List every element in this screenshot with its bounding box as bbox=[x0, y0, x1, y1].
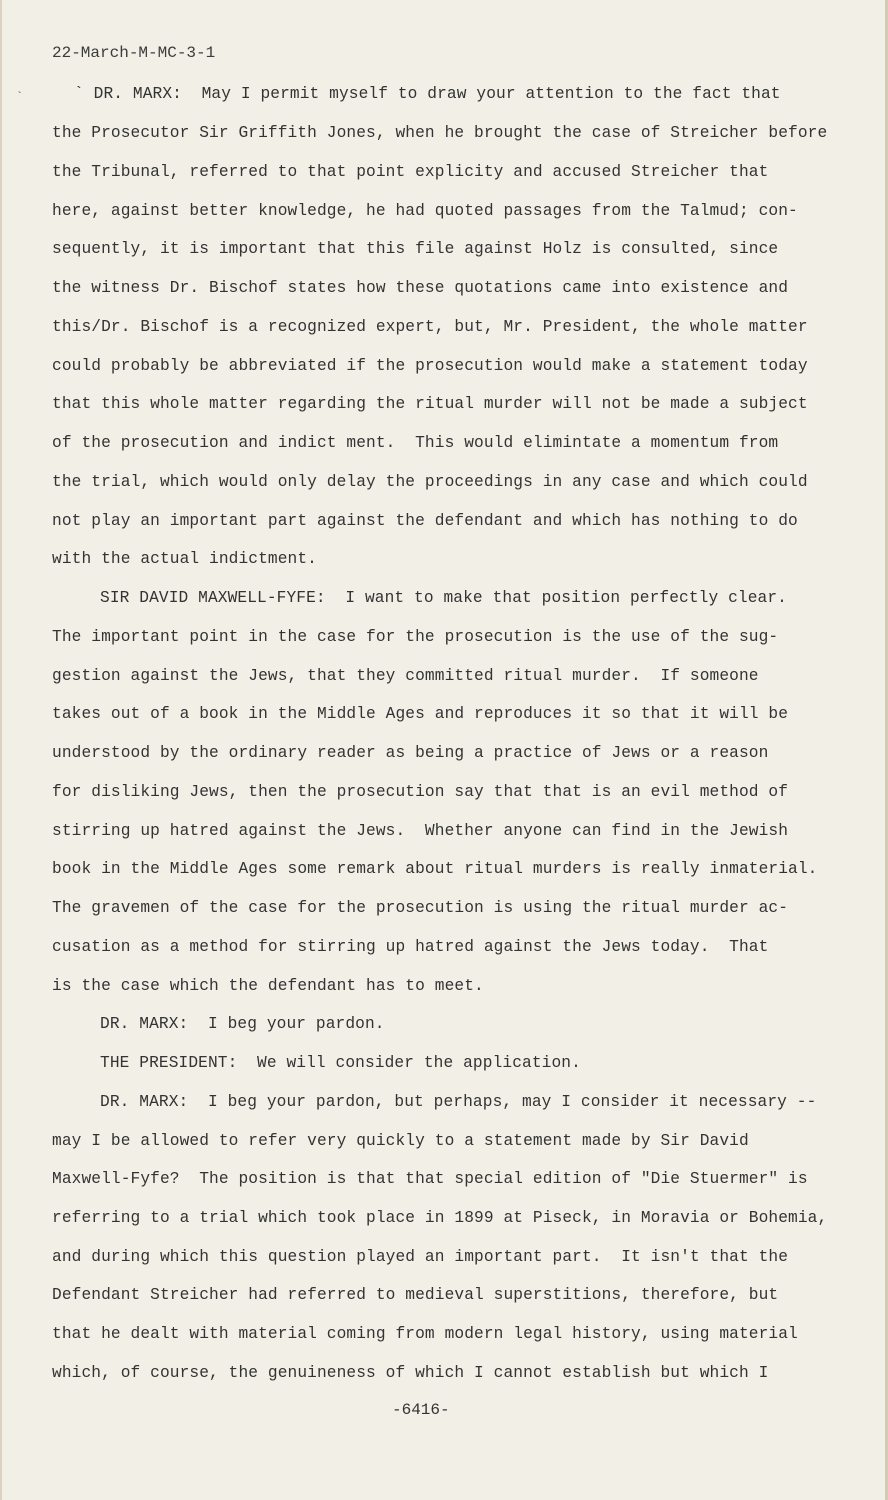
text-line-12: not play an important part against the defendant and which has nothing to do bbox=[52, 512, 798, 530]
document-header-id: 22-March-M-MC-3-1 bbox=[52, 44, 216, 62]
text-line-32: Defendant Streicher had referred to medieval superstitions, therefore, but bbox=[52, 1286, 779, 1304]
text-line-10: of the prosecution and indict ment. This would elimintate a momentum from bbox=[52, 434, 779, 452]
text-line-33: that he dealt with material coming from modern legal history, using material bbox=[52, 1325, 798, 1343]
text-line-29: Maxwell-Fyfe? The position is that that special edition of "Die Stuermer" is bbox=[52, 1170, 808, 1188]
text-line-18: understood by the ordinary reader as being a practice of Jews or a reason bbox=[52, 744, 769, 762]
text-line-26: THE PRESIDENT: We will consider the application. bbox=[100, 1054, 581, 1072]
text-line-9: that this whole matter regarding the ritual murder will not be made a subject bbox=[52, 395, 808, 413]
text-line-2: the Prosecutor Sir Griffith Jones, when he brought the case of Streicher before bbox=[52, 124, 828, 142]
text-line-34: which, of course, the genuineness of which I cannot establish but which I bbox=[52, 1364, 769, 1382]
text-line-20: stirring up hatred against the Jews. Whether anyone can find in the Jewish bbox=[52, 822, 789, 840]
text-line-8: could probably be abbreviated if the prosecution would make a statement today bbox=[52, 357, 808, 375]
text-line-30: referring to a trial which took place in 1899 at Piseck, in Moravia or Bohemia, bbox=[52, 1209, 828, 1227]
text-line-27: DR. MARX: I beg your pardon, but perhaps, may I consider it necessary -- bbox=[100, 1093, 817, 1111]
text-line-13: with the actual indictment. bbox=[52, 550, 317, 568]
text-line-7: this/Dr. Bischof is a recognized expert, but, Mr. President, the whole matter bbox=[52, 318, 808, 336]
text-line-3: the Tribunal, referred to that point explicity and accused Streicher that bbox=[52, 163, 769, 181]
text-line-19: for disliking Jews, then the prosecution say that that is an evil method of bbox=[52, 783, 789, 801]
text-line-22: The gravemen of the case for the prosecution is using the ritual murder ac- bbox=[52, 899, 789, 917]
text-line-21: book in the Middle Ages some remark about ritual murders is really inmaterial. bbox=[52, 860, 818, 878]
text-line-4: here, against better knowledge, he had quoted passages from the Talmud; con- bbox=[52, 202, 798, 220]
text-line-5: sequently, it is important that this file against Holz is consulted, since bbox=[52, 240, 779, 258]
margin-mark: ` bbox=[16, 90, 24, 104]
text-line-24: is the case which the defendant has to meet. bbox=[52, 977, 484, 995]
text-line-14: SIR DAVID MAXWELL-FYFE: I want to make that position perfectly clear. bbox=[100, 589, 787, 607]
text-line-23: cusation as a method for stirring up hatred against the Jews today. That bbox=[52, 938, 769, 956]
text-line-16: gestion against the Jews, that they committed ritual murder. If someone bbox=[52, 667, 759, 685]
text-line-6: the witness Dr. Bischof states how these quotations came into existence and bbox=[52, 279, 789, 297]
page-number: -6416- bbox=[392, 1401, 450, 1419]
text-line-25: DR. MARX: I beg your pardon. bbox=[100, 1015, 385, 1033]
text-line-11: the trial, which would only delay the proceedings in any case and which could bbox=[52, 473, 808, 491]
text-line-15: The important point in the case for the prosecution is the use of the sug- bbox=[52, 628, 779, 646]
text-line-1: ` DR. MARX: May I permit myself to draw your attention to the fact that bbox=[74, 85, 781, 103]
text-line-28: may I be allowed to refer very quickly to a statement made by Sir David bbox=[52, 1132, 749, 1150]
text-line-31: and during which this question played an important part. It isn't that the bbox=[52, 1248, 789, 1266]
text-line-17: takes out of a book in the Middle Ages and reproduces it so that it will be bbox=[52, 705, 789, 723]
